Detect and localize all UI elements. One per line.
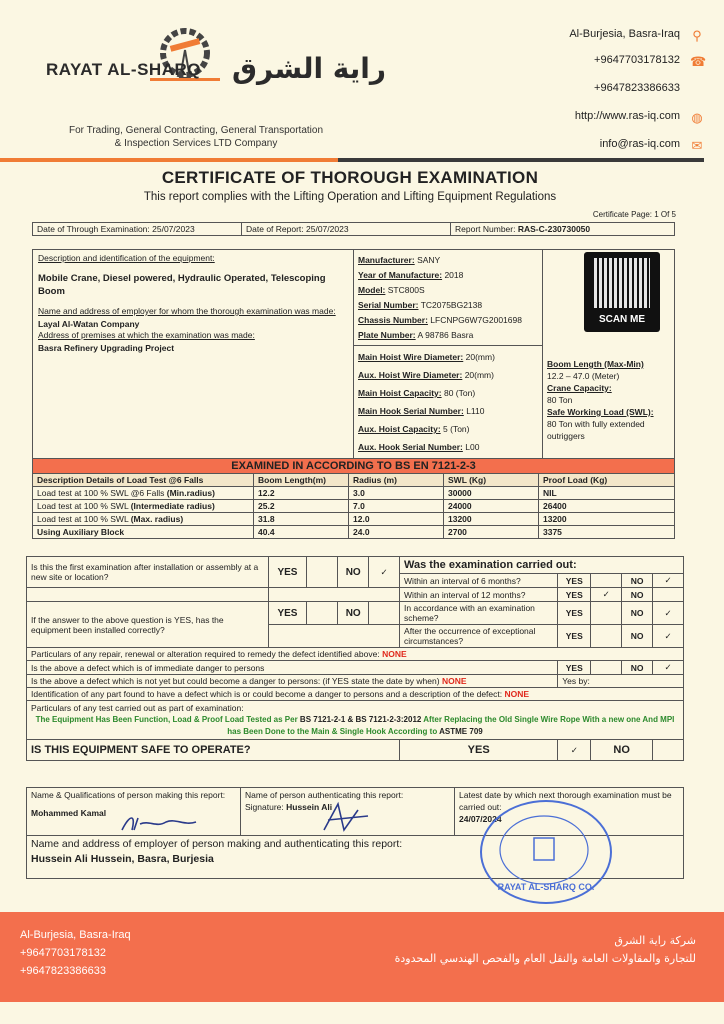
defect-identification <box>27 688 684 701</box>
equipment-table <box>32 249 675 460</box>
serial-value: TC2075BG2138 <box>420 300 483 310</box>
footer-contacts <box>20 926 131 980</box>
q2-no: NO <box>338 602 369 625</box>
row-desc-radius: (Min.radius) <box>166 488 215 498</box>
qr-scan-label: SCAN ME <box>598 314 646 325</box>
qr-pattern-icon <box>594 258 650 308</box>
test-note-b: After Replacing the Old Single Wire Rope With a new one And MPI has Been Done to the Main & Single Hook According to <box>227 715 675 736</box>
equipment-desc-value: Mobile Crane, Diesel powered, Hydraulic Operated, Telescoping Boom <box>38 273 326 297</box>
row-boom: 40.4 <box>254 526 349 539</box>
row-description <box>33 526 254 539</box>
document-subtitle: This report complies with the Lifting Operation and Lifting Equipment Regulations <box>143 191 557 203</box>
authenticator-name: Hussein Ali <box>286 802 333 812</box>
report-number-label: Report Number: <box>455 224 516 234</box>
scheme-yes-box[interactable] <box>591 602 622 625</box>
interval12-no-box[interactable] <box>653 588 684 602</box>
row-boom: 31.8 <box>254 513 349 526</box>
col-swl: SWL (Kg) <box>444 474 539 487</box>
authenticator-label: Name of person authenticating this report: <box>245 790 404 800</box>
test-std-1: BS 7121-2-1 <box>299 715 346 724</box>
test-and: & <box>345 715 356 724</box>
interval6-no: NO <box>622 574 653 588</box>
boom-label: Boom Length (Max-Min) <box>547 359 644 369</box>
tagline-line-2: & Inspection Services LTD Company <box>114 138 278 149</box>
col-proof: Proof Load (Kg) <box>539 474 675 487</box>
crane-cap-value: 80 Ton <box>547 395 573 405</box>
interval12-no: NO <box>622 588 653 602</box>
main-hook-label: Main Hook Serial Number: <box>358 406 464 416</box>
report-date: Date of Report: 25/07/2023 <box>242 223 451 236</box>
contact-website[interactable]: http://www.ras-iq.com <box>574 110 680 122</box>
crane-cap-label: Crane Capacity: <box>547 383 612 393</box>
row-radius: 24.0 <box>349 526 444 539</box>
safe-no: NO <box>591 740 653 761</box>
main-wire-value: 20(mm) <box>465 352 495 362</box>
logo-text-en: RAYAT AL-SHARQ <box>46 60 201 79</box>
row-radius: 12.0 <box>349 513 444 526</box>
year-label: Year of Manufacture: <box>358 270 443 280</box>
col-description: Description Details of Load Test @6 Falls <box>33 474 254 487</box>
interval12-yes-check[interactable]: ✓ <box>591 588 622 602</box>
row-description <box>33 487 254 500</box>
danger-yes-box[interactable] <box>591 661 622 675</box>
contact-phone-2: +9647823386633 <box>594 82 680 94</box>
signature-mark-2 <box>318 800 378 841</box>
circ-no-check[interactable]: ✓ <box>653 625 684 648</box>
contact-phone-1: +9647703178132 <box>594 54 680 66</box>
q2-yes: YES <box>268 602 307 625</box>
identification-value: NONE <box>504 689 530 699</box>
chassis-row <box>358 313 538 328</box>
next-exam-label: Latest date by which next thorough examination must be carried out: <box>459 790 672 812</box>
table-row <box>33 526 675 539</box>
equipment-description-cell <box>33 250 354 460</box>
repair-label: Particulars of any repair, renewal or alteration required to remedy the defect identified above: <box>31 649 380 659</box>
safe-yes: YES <box>400 740 558 761</box>
row-proof: NIL <box>539 487 675 500</box>
row-desc-text: Load test at 100 % SWL <box>37 514 131 524</box>
location-icon: ⚲ <box>692 28 702 43</box>
carried-out-heading: Was the examination carried out: <box>400 557 684 574</box>
footer-phone-1: +9647703178132 <box>20 947 106 959</box>
row-boom: 12.2 <box>254 487 349 500</box>
test-std-2: BS 7121-2-3:2012 <box>355 715 422 724</box>
mail-icon: ✉ <box>691 138 703 153</box>
footer-arabic <box>395 932 696 968</box>
aux-hook-label: Aux. Hook Serial Number: <box>358 442 463 452</box>
report-person-label: Name & Qualifications of person making this report: <box>31 790 226 800</box>
main-hook-value: L110 <box>466 406 485 416</box>
next-exam-date: 24/07/2024 <box>459 814 502 824</box>
employer-person-value: Hussein Ali Hussein, Basra, Burjesia <box>31 853 214 865</box>
scheme-no-check[interactable]: ✓ <box>653 602 684 625</box>
interval-12-months: Within an interval of 12 months? <box>400 588 558 602</box>
report-person-name: Mohammed Kamal <box>31 808 107 818</box>
page-info: Certificate Page: 1 Of 5 <box>592 210 676 219</box>
interval6-yes: YES <box>558 574 591 588</box>
load-test-heading: EXAMINED IN ACCORDING TO BS EN 7121-2-3 <box>33 459 675 474</box>
aux-cap-row <box>358 420 538 438</box>
spacer <box>268 625 400 648</box>
col-boom: Boom Length(m) <box>254 474 349 487</box>
main-hook-row <box>358 402 538 420</box>
examination-scheme: In accordance with an examination scheme? <box>400 602 558 625</box>
identification-label: Identification of any part found to have a defect which is or could become a danger to persons and a description of the defect: <box>31 689 503 699</box>
row-desc-text: Load test at 100 % SWL @6 Falls <box>37 488 167 498</box>
employer-label: Name and address of employer for whom the thorough examination was made: <box>38 306 336 316</box>
stamp-text: RAYAT AL-SHARQ CO. <box>497 882 595 892</box>
danger-no-check[interactable]: ✓ <box>653 661 684 675</box>
circ-no: NO <box>622 625 653 648</box>
model-value: STC800S <box>387 285 425 295</box>
phone-icon: ☎ <box>690 54 707 69</box>
row-description <box>33 513 254 526</box>
row-swl: 13200 <box>444 513 539 526</box>
aux-wire-value: 20(mm) <box>464 370 494 380</box>
interval-6-months: Within an interval of 6 months? <box>400 574 558 588</box>
premises-value: Basra Refinery Upgrading Project <box>38 343 175 353</box>
q1-no-check[interactable]: ✓ <box>369 557 400 588</box>
header-divider <box>0 158 704 162</box>
row-proof: 13200 <box>539 513 675 526</box>
q2-no-box[interactable] <box>369 602 400 625</box>
installed-correctly-question: If the answer to the above question is YES, has the equipment been installed correctly? <box>27 602 269 648</box>
main-cap-label: Main Hoist Capacity: <box>358 388 442 398</box>
manufacturer-row <box>358 253 538 268</box>
scheme-yes: YES <box>558 602 591 625</box>
document-title: CERTIFICATE OF THOROUGH EXAMINATION <box>161 168 539 187</box>
row-boom: 25.2 <box>254 500 349 513</box>
future-danger-value: NONE <box>441 676 467 686</box>
company-tagline <box>46 124 346 150</box>
exam-date: Date of Through Examination: 25/07/2023 <box>33 223 242 236</box>
col-radius: Radius (m) <box>349 474 444 487</box>
manufacturer-label: Manufacturer: <box>358 255 415 265</box>
danger-yes: YES <box>558 661 591 675</box>
table-row <box>33 487 675 500</box>
aux-wire-row <box>358 366 538 384</box>
contact-address: Al-Burjesia, Basra-Iraq <box>569 28 680 40</box>
logo-text-ar: راية الشرق <box>232 52 387 85</box>
row-swl: 30000 <box>444 487 539 500</box>
test-note <box>31 714 679 738</box>
table-row <box>33 513 675 526</box>
row-swl: 2700 <box>444 526 539 539</box>
scheme-no: NO <box>622 602 653 625</box>
boom-value: 12.2 – 47.0 (Meter) <box>547 371 620 381</box>
aux-cap-value: 5 (Ton) <box>443 424 470 434</box>
row-desc-radius: (Intermediate radius) <box>130 501 215 511</box>
main-wire-label: Main Hoist Wire Diameter: <box>358 352 464 362</box>
test-particulars-label: Particulars of any test carried out as part of examination: <box>31 703 244 713</box>
row-desc-radius: (Max. radius) <box>130 514 184 524</box>
safe-no-box[interactable] <box>653 740 684 761</box>
chassis-label: Chassis Number: <box>358 315 428 325</box>
plate-row <box>358 328 538 343</box>
footer-arabic-tagline: للتجارة والمقاولات العامة والنقل العام والفحص الهندسي المحدودة <box>394 952 696 965</box>
row-swl: 24000 <box>444 500 539 513</box>
table-row <box>33 500 675 513</box>
employer-person-label: Name and address of employer of person making and authenticating this report: <box>31 838 403 850</box>
safe-to-operate-question: IS THIS EQUIPMENT SAFE TO OPERATE? <box>27 740 400 761</box>
test-note-a: The Equipment Has Been Function, Load & Proof Load Tested as Per <box>35 715 300 724</box>
spacer <box>268 588 400 602</box>
immediate-danger-question: Is the above a defect which is of immediate danger to persons <box>27 661 558 675</box>
q1-no: NO <box>338 557 369 588</box>
footer-address: Al-Burjesia, Basra-Iraq <box>20 929 131 941</box>
test-particulars <box>27 701 684 740</box>
aux-cap-label: Aux. Hoist Capacity: <box>358 424 441 434</box>
signature-mark-1 <box>120 812 200 839</box>
exceptional-circumstances: After the occurrence of exceptional circumstances? <box>400 625 558 648</box>
employer-value: Layal Al-Watan Company <box>38 319 140 329</box>
q1-yes-box[interactable] <box>307 557 338 588</box>
plate-value: A 98786 Basra <box>417 330 474 340</box>
swl-label: Safe Working Load (SWL): <box>547 407 654 417</box>
row-proof: 26400 <box>539 500 675 513</box>
premises-label: Address of premises at which the examination was made: <box>38 330 255 340</box>
spacer <box>27 588 269 602</box>
signature-label: Signature: <box>245 802 284 812</box>
globe-icon: ◍ <box>691 110 703 125</box>
contact-email[interactable]: info@ras-iq.com <box>599 138 680 150</box>
aux-wire-label: Aux. Hoist Wire Diameter: <box>358 370 463 380</box>
yes-by-field[interactable]: Yes by: <box>558 675 684 688</box>
interval6-no-check[interactable]: ✓ <box>653 574 684 588</box>
dates-table <box>32 222 675 236</box>
handwritten-signature-icon <box>318 800 378 836</box>
aux-hook-row <box>358 438 538 456</box>
row-desc-text: Load test at 100 % SWL <box>37 501 131 511</box>
safe-yes-check[interactable]: ✓ <box>558 740 591 761</box>
equipment-desc-label: Description and identification of the equipment: <box>38 253 215 263</box>
q1-yes: YES <box>268 557 307 588</box>
serial-label: Serial Number: <box>358 300 419 310</box>
row-radius: 3.0 <box>349 487 444 500</box>
hoist-specs <box>354 345 542 456</box>
model-row <box>358 283 538 298</box>
footer-phone-2: +9647823386633 <box>20 965 106 977</box>
company-stamp <box>480 800 612 904</box>
swl-value: 80 Ton with fully extended outriggers <box>547 419 645 441</box>
year-value: 2018 <box>444 270 464 280</box>
interval6-yes-box[interactable] <box>591 574 622 588</box>
model-label: Model: <box>358 285 386 295</box>
circ-yes: YES <box>558 625 591 648</box>
tagline-line-1: For Trading, General Contracting, General Transportation <box>68 125 324 136</box>
chassis-value: LFCNPG6W7G2001698 <box>430 315 522 325</box>
main-cap-value: 80 (Ton) <box>443 388 476 398</box>
report-number <box>451 223 675 236</box>
row-radius: 7.0 <box>349 500 444 513</box>
q2-yes-box[interactable] <box>307 602 338 625</box>
load-test-table <box>32 458 675 539</box>
serial-row <box>358 298 538 313</box>
manufacturer-value: SANY <box>417 255 441 265</box>
row-desc-text: Using Auxiliary Block <box>37 527 125 537</box>
qr-code[interactable] <box>584 252 660 332</box>
circ-yes-box[interactable] <box>591 625 622 648</box>
future-danger-label: Is the above a defect which is not yet but could become a danger to persons: (if YES state the date by when) <box>31 676 440 686</box>
examination-questions-table <box>26 556 684 761</box>
handwritten-signature-icon <box>120 812 200 834</box>
year-row <box>358 268 538 283</box>
repair-value: NONE <box>382 649 407 659</box>
footer-arabic-name: شركة راية الشرق <box>614 934 696 947</box>
aux-hook-value: L00 <box>465 442 480 452</box>
main-wire-row <box>358 348 538 366</box>
test-std-3: ASTME 709 <box>439 727 483 736</box>
row-proof: 3375 <box>539 526 675 539</box>
report-number-value: RAS-C-230730050 <box>517 224 591 234</box>
equipment-specs-cell <box>354 250 543 460</box>
danger-no: NO <box>622 661 653 675</box>
first-exam-question: Is this the first examination after installation or assembly at a new site or location? <box>27 557 269 588</box>
repair-particulars <box>27 648 684 661</box>
interval12-yes: YES <box>558 588 591 602</box>
row-description <box>33 500 254 513</box>
plate-label: Plate Number: <box>358 330 416 340</box>
future-danger-question <box>27 675 558 688</box>
main-cap-row <box>358 384 538 402</box>
